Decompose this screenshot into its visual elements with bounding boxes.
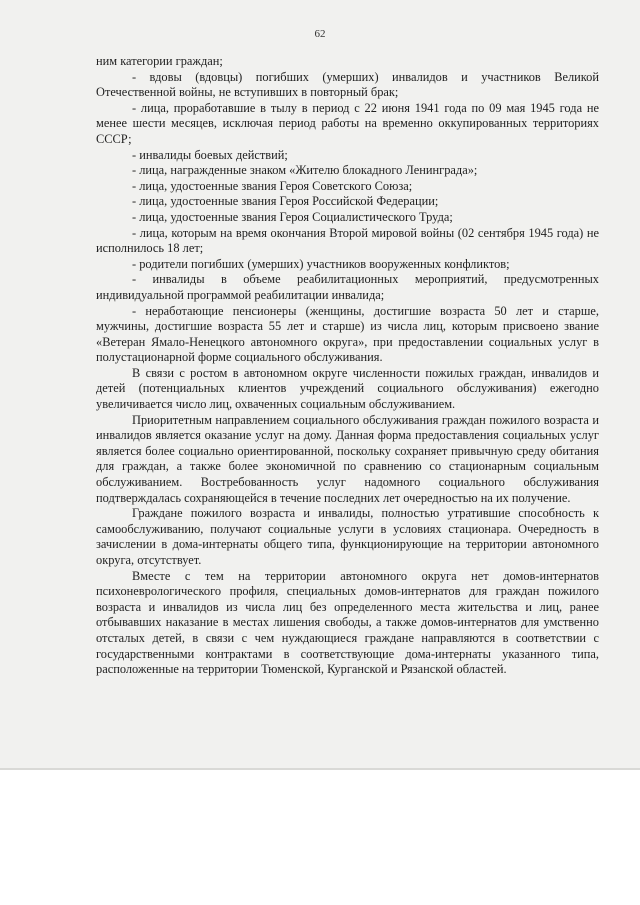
paragraph: Приоритетным направлением социального обслуживания граждан пожилого возраста и инвалидов является оказание услуг на дому. Данная форма предоставления социальных услуг является более социально ориентированной, поскольку сохраняет привычную среду обитания для граждан, а также более экономичной по сравнению со стационарным социальным обслуживанием. Востребованность услуг надомного социального обслуживания подтверждалась сохраняющейся в течение последних лет очередностью на их получение. (96, 412, 599, 505)
list-item: - лица, награжденные знаком «Жителю блокадного Ленинграда»; (132, 163, 478, 178)
list-item: - лица, удостоенные звания Героя Социалистического Труда; (132, 209, 453, 224)
list-item: - вдовы (вдовцы) погибших (умерших) инвалидов и участников Великой Отечественной войны, не вступивших в повторный брак; (96, 69, 599, 100)
scan-edge (0, 768, 640, 770)
list-item: - неработающие пенсионеры (женщины, достигшие возраста 50 лет и старше, мужчины, достигшие возраста 55 лет и старше) из числа лиц, которым присвоено звание «Ветеран Ямало-Ненецкого автономного округа», при предоставлении социальных услуг в полустационарной форме социального обслуживания. (96, 303, 599, 365)
document-body (96, 54, 599, 678)
page-number: 62 (314, 28, 326, 40)
paragraph: Вместе с тем на территории автономного округа нет домов-интернатов психоневрологического профиля, специальных домов-интернатов для граждан пожилого возраста и инвалидов из числа лиц без определенного места жительства и лиц, ранее отбывавших наказание в местах лишения свободы, а также домов-интернатов для умственно отсталых детей, в связи с чем нуждающиеся граждане направляются в соответствии с государственными контрактами в соответствующие дома-интернаты указанного типа, расположенные на территории Тюменской, Курганской и Рязанской областей. (96, 568, 599, 677)
paragraph-continuation: ним категории граждан; (96, 54, 223, 68)
list-item: - лица, которым на время окончания Второй мировой войны (02 сентября 1945 года) не исполнилось 18 лет; (96, 225, 599, 256)
list-item: - инвалиды боевых действий; (132, 147, 288, 162)
list-item: - инвалиды в объеме реабилитационных мероприятий, предусмотренных индивидуальной программой реабилитации инвалида; (96, 272, 599, 302)
paragraph: Граждане пожилого возраста и инвалиды, полностью утратившие способность к самообслуживанию, получают социальные услуги в условиях стационара. Очередность в зачислении в дома-интернаты общего типа, функционирующие на территории автономного округа, отсутствует. (96, 506, 599, 567)
list-item: - лица, проработавшие в тылу в период с 22 июня 1941 года по 09 мая 1945 года не менее шести месяцев, исключая период работы на временно оккупированных территориях СССР; (96, 100, 599, 146)
list-item: - родители погибших (умерших) участников вооруженных конфликтов; (132, 256, 510, 271)
list-item: - лица, удостоенные звания Героя Российской Федерации; (132, 194, 439, 209)
list-item: - лица, удостоенные звания Героя Советского Союза; (132, 178, 413, 193)
paragraph: В связи с ростом в автономном округе численности пожилых граждан, инвалидов и детей (потенциальных клиентов учреждений социального обслуживания) ежегодно увеличивается число лиц, охваченных социальным обслуживанием. (96, 365, 599, 412)
